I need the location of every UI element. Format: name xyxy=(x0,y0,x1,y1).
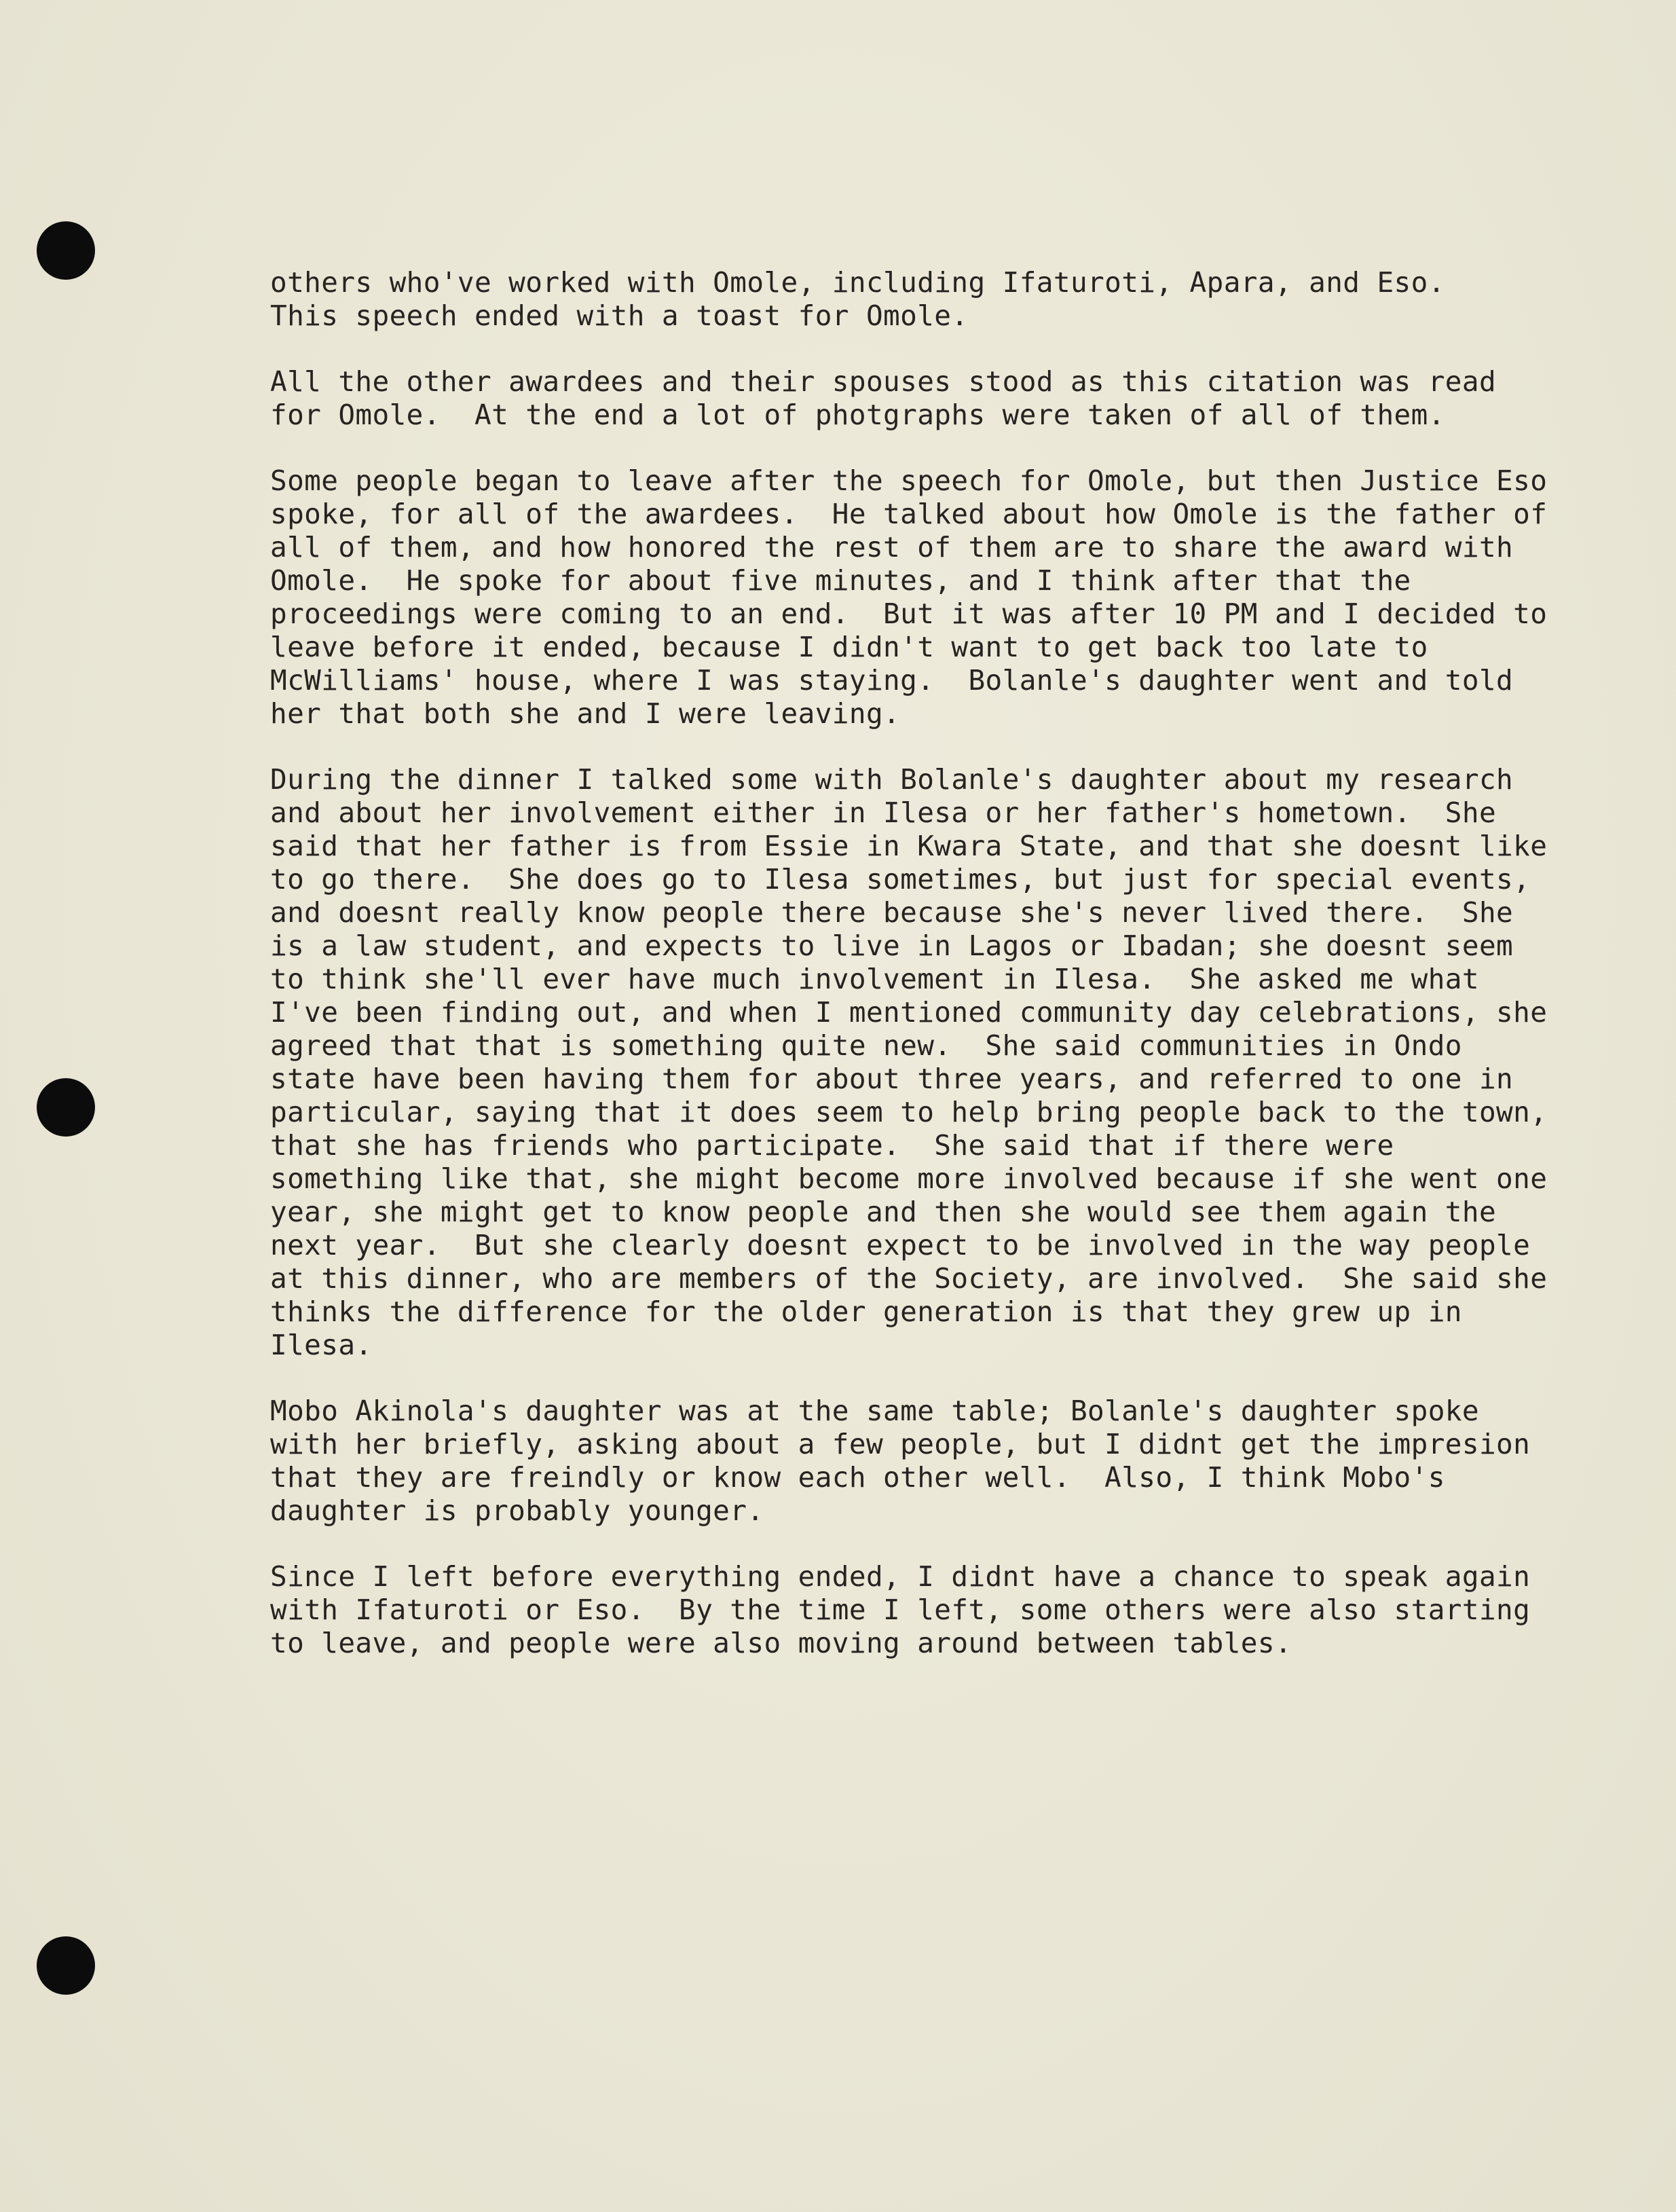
binder-hole-bottom xyxy=(37,1936,95,1995)
binder-hole-top xyxy=(37,221,95,280)
paragraph-6 xyxy=(270,1560,1601,1660)
text-line: agreed that that is something quite new. She said communities in Ondo xyxy=(270,1029,1462,1062)
text-line: leave before it ended, because I didn't want to get back too late to xyxy=(270,631,1428,663)
text-line: Mobo Akinola's daughter was at the same table; Bolanle's daughter spoke xyxy=(270,1395,1479,1427)
text-line: is a law student, and expects to live in Lagos or Ibadan; she doesnt seem xyxy=(270,929,1514,962)
text-line: McWilliams' house, where I was staying. Bolanle's daughter went and told xyxy=(270,664,1514,697)
text-line: her that both she and I were leaving. xyxy=(270,697,901,730)
text-line: something like that, she might become more involved because if she went one xyxy=(270,1162,1548,1195)
text-line: all of them, and how honored the rest of them are to share the award with xyxy=(270,531,1514,564)
text-line: year, she might get to know people and then she would see them again the xyxy=(270,1196,1497,1228)
paragraph-2 xyxy=(270,365,1601,432)
text-line: daughter is probably younger. xyxy=(270,1494,764,1527)
text-line: thinks the difference for the older generation is that they grew up in xyxy=(270,1295,1462,1328)
text-line: for Omole. At the end a lot of photgraphs were taken of all of them. xyxy=(270,399,1445,431)
paragraph-5 xyxy=(270,1395,1601,1528)
text-line: I've been finding out, and when I mentioned community day celebrations, she xyxy=(270,996,1548,1029)
text-line: and about her involvement either in Ilesa or her father's hometown. She xyxy=(270,796,1497,829)
document-body xyxy=(270,266,1601,1693)
text-line: to leave, and people were also moving around between tables. xyxy=(270,1627,1292,1659)
paragraph-3 xyxy=(270,464,1601,731)
text-line: to go there. She does go to Ilesa sometimes, but just for special events, xyxy=(270,863,1531,896)
text-line: Omole. He spoke for about five minutes, and I think after that the xyxy=(270,564,1411,597)
text-line: All the other awardees and their spouses stood as this citation was read xyxy=(270,365,1497,398)
text-line: said that her father is from Essie in Kwara State, and that she doesnt like xyxy=(270,830,1548,862)
text-line: proceedings were coming to an end. But it was after 10 PM and I decided to xyxy=(270,597,1548,630)
text-line: with Ifaturoti or Eso. By the time I left, some others were also starting xyxy=(270,1593,1531,1626)
text-line: Since I left before everything ended, I didnt have a chance to speak again xyxy=(270,1560,1531,1593)
text-line: that she has friends who participate. She said that if there were xyxy=(270,1129,1394,1162)
text-line: that they are freindly or know each other well. Also, I think Mobo's xyxy=(270,1461,1445,1494)
text-line: particular, saying that it does seem to help bring people back to the town, xyxy=(270,1096,1548,1128)
text-line: state have been having them for about three years, and referred to one in xyxy=(270,1063,1514,1095)
text-line: next year. But she clearly doesnt expect to be involved in the way people xyxy=(270,1229,1531,1261)
text-line: spoke, for all of the awardees. He talked about how Omole is the father of xyxy=(270,498,1548,530)
text-line: to think she'll ever have much involvement in Ilesa. She asked me what xyxy=(270,963,1479,995)
text-line: with her briefly, asking about a few people, but I didnt get the impresion xyxy=(270,1428,1531,1460)
text-line: others who've worked with Omole, including Ifaturoti, Apara, and Eso. xyxy=(270,266,1445,299)
paragraph-4 xyxy=(270,763,1601,1362)
text-line: and doesnt really know people there because she's never lived there. She xyxy=(270,896,1514,929)
text-line: Ilesa. xyxy=(270,1329,373,1361)
text-line: at this dinner, who are members of the Society, are involved. She said she xyxy=(270,1262,1548,1295)
text-line: This speech ended with a toast for Omole. xyxy=(270,299,969,332)
text-line: During the dinner I talked some with Bolanle's daughter about my research xyxy=(270,763,1514,796)
paragraph-1 xyxy=(270,266,1601,333)
binder-hole-middle xyxy=(37,1078,95,1137)
text-line: Some people began to leave after the speech for Omole, but then Justice Eso xyxy=(270,464,1548,497)
